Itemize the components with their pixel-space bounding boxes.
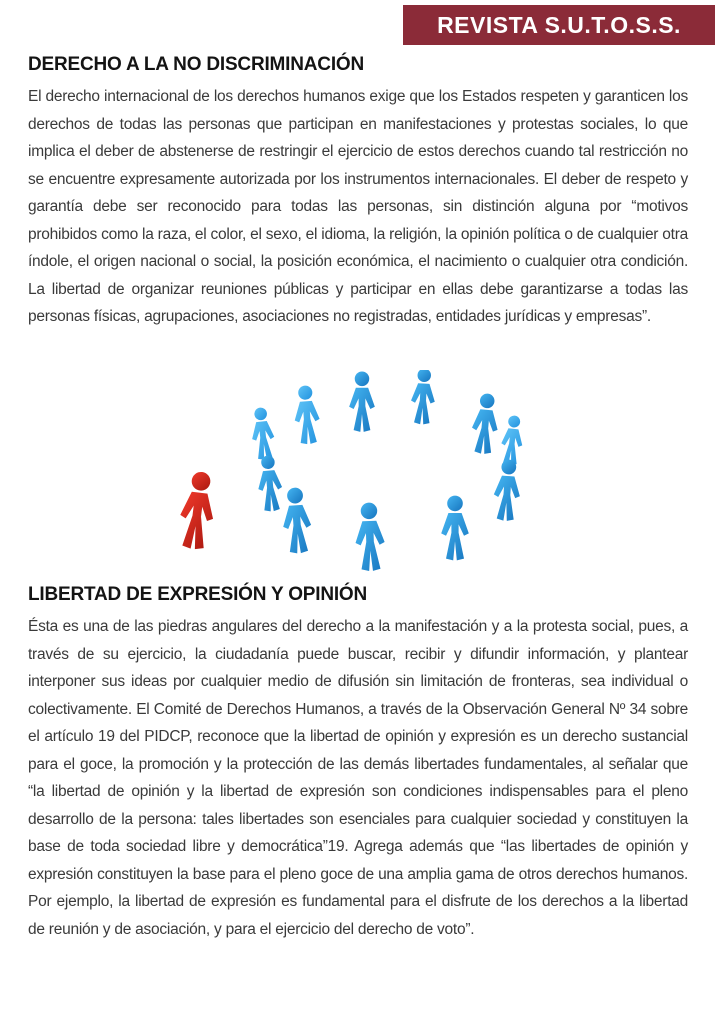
person-figure-blue (470, 393, 501, 455)
person-figure-blue (410, 370, 437, 425)
person-figure-blue (281, 487, 313, 554)
person-figure-blue (292, 385, 321, 445)
person-figure-blue (249, 406, 277, 460)
section-no-discriminacion (28, 54, 688, 331)
person-figure-blue (256, 455, 285, 513)
person-figure-blue (492, 459, 522, 522)
blue-people-circle (249, 370, 525, 571)
person-figure-blue (499, 415, 525, 466)
section-heading: DERECHO A LA NO DISCRIMINACIÓN (28, 54, 365, 75)
section-heading: LIBERTAD DE EXPRESIÓN Y OPINIÓN (28, 584, 368, 605)
excluded-person-red-figure (176, 470, 218, 551)
circle-of-people-illustration (155, 370, 560, 584)
section-body-text: El derecho internacional de los derechos humanos exige que los Estados respeten y garanticen los derechos de todas las personas que participan en manifestaciones y protestas sociales, lo que implica el deber de abstenerse de restringir el ejercicio de estos derechos cuando tal restricción no se encuentre expresamente autorizada por los instrumentos internacionales. El deber de respeto y garantía debe ser reconocido para todas las personas, sin distinción alguna por “motivos prohibidos como la raza, el color, el sexo, el idioma, la religión, la opinión política o de cualquier otra índole, el origen nacional o social, la posición económica, el nacimiento o cualquier otra condición. La libertad de organizar reuniones públicas y participar en ellas debe garantizarse a todas las personas físicas, agrupaciones, asociaciones no registradas, entidades jurídicas y empresas”. (28, 88, 688, 325)
people-circle-graphic (155, 370, 560, 584)
magazine-banner (403, 5, 715, 45)
section-libertad-expresion (28, 584, 688, 943)
person-figure-blue (349, 372, 375, 432)
person-figure-blue (354, 502, 385, 571)
section-body-text: Ésta es una de las piedras angulares del derecho a la manifestación y a la protesta social, pues, a través de su ejercicio, la ciudadanía puede buscar, recibir y difundir información, y plantear interponer sus ideas por cualquier medio de difusión sin limitación de fronteras, sea individual o colectivamente. El Comité de Derechos Humanos, a través de la Observación General Nº 34 sobre el artículo 19 del PIDCP, reconoce que la libertad de opinión y expresión es un derecho sustancial para el goce, la promoción y la protección de las demás libertades fundamentales, al señalar que “la libertad de opinión y la libertad de expresión son condiciones indispensables para el pleno desarrollo de la persona: tales libertades son esenciales para cualquier sociedad y constituyen la base de toda sociedad libre y democrática”19. Agrega además que “las libertades de opinión y expresión constituyen la base para el pleno goce de una amplia gama de otros derechos humanos. Por ejemplo, la libertad de expresión es fundamental para el disfrute de los derechos a la libertad de reunión y de asociación, y para el ejercicio del derecho de voto”. (28, 618, 688, 938)
magazine-title: REVISTA S.U.T.O.S.S. (437, 11, 681, 38)
person-figure-blue (441, 496, 469, 561)
